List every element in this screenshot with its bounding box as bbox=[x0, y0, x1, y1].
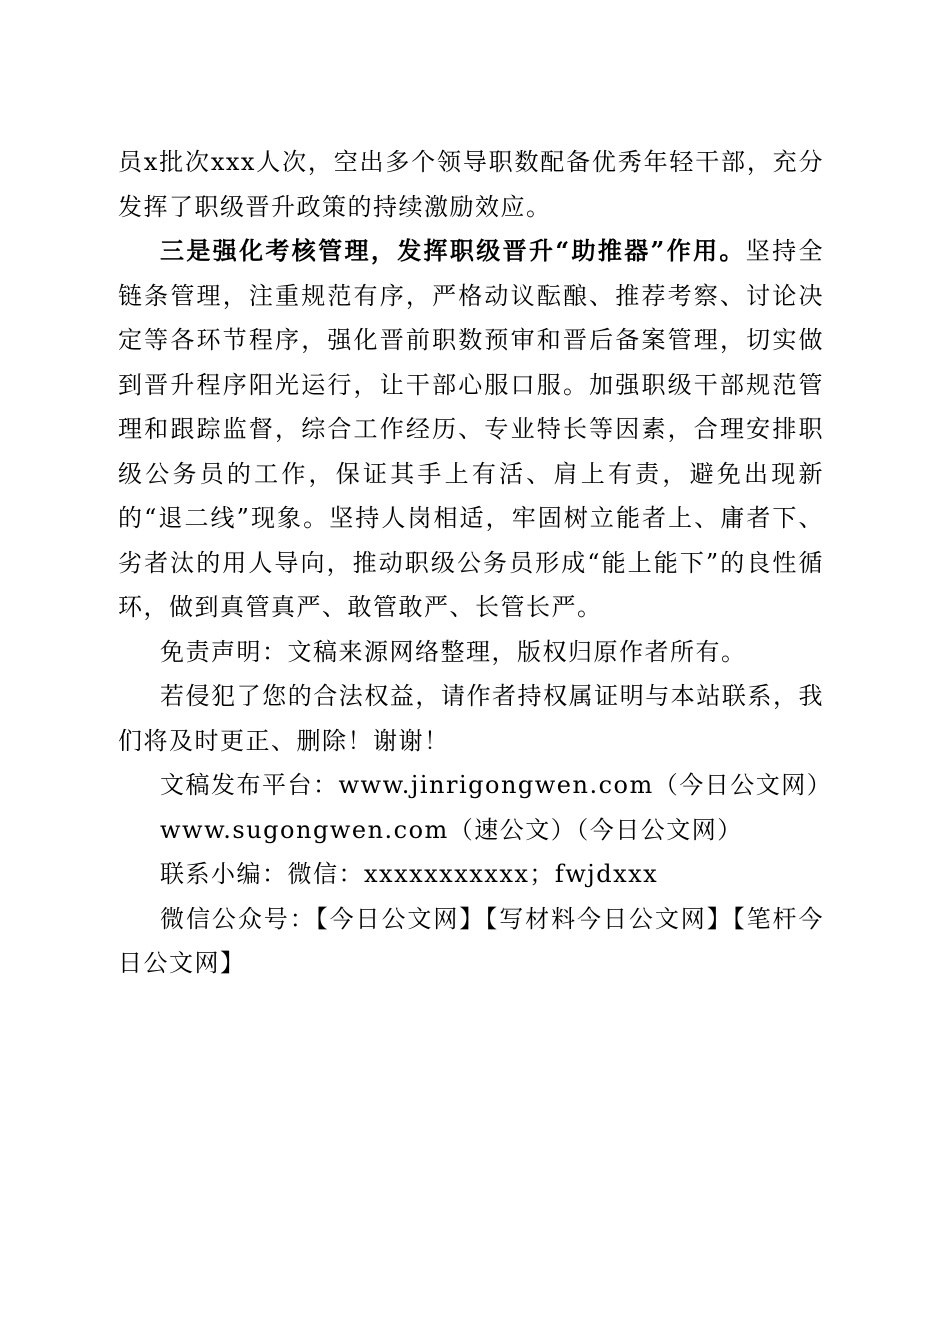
platform-line: 文稿发布平台：www.jinrigongwen.com（今日公文网） bbox=[160, 771, 833, 799]
disclaimer-text: 免责声明：文稿来源网络整理，版权归原作者所有。 bbox=[160, 637, 747, 666]
paragraph-2-body: 坚持全链条管理，注重规范有序，严格动议酝酿、推荐考察、讨论决定等各环节程序，强化晋前职数预审和晋后备案管理，切实做到晋升程序阳光运行，让干部心服口服。加强职级干部规范管理和跟踪监督，综合工作经历、专业特长等因素，合理安排职级公务员的工作，保证其手上有活、肩上有责，避免出现新的“退二线”现象。坚持人岗相适，牢固树立能者上、庸者下、劣者汰的用人导向，推动职级公务员形成“能上能下”的良性循环，做到真管真严、敢管敢严、长管长严。 bbox=[118, 237, 825, 621]
document-page bbox=[118, 140, 833, 986]
infringement-notice: 若侵犯了您的合法权益，请作者持权属证明与本站联系，我们将及时更正、删除！谢谢！ bbox=[118, 682, 824, 755]
site-line: www.sugongwen.com（速公文）（今日公文网） bbox=[160, 815, 743, 844]
contact-line: 联系小编：微信：xxxxxxxxxxx；fwjdxxx bbox=[160, 860, 659, 888]
paragraph-1: 员x批次xxx人次，空出多个领导职数配备优秀年轻干部，充分发挥了职级晋升政策的持续激励效应。 bbox=[118, 148, 824, 221]
wechat-line: 微信公众号：【今日公文网】【写材料今日公文网】【笔杆今日公文网】 bbox=[118, 904, 824, 977]
paragraph-2-heading: 三是强化考核管理，发挥职级晋升“助推器”作用。 bbox=[160, 236, 746, 265]
paragraph-2 bbox=[118, 229, 824, 630]
